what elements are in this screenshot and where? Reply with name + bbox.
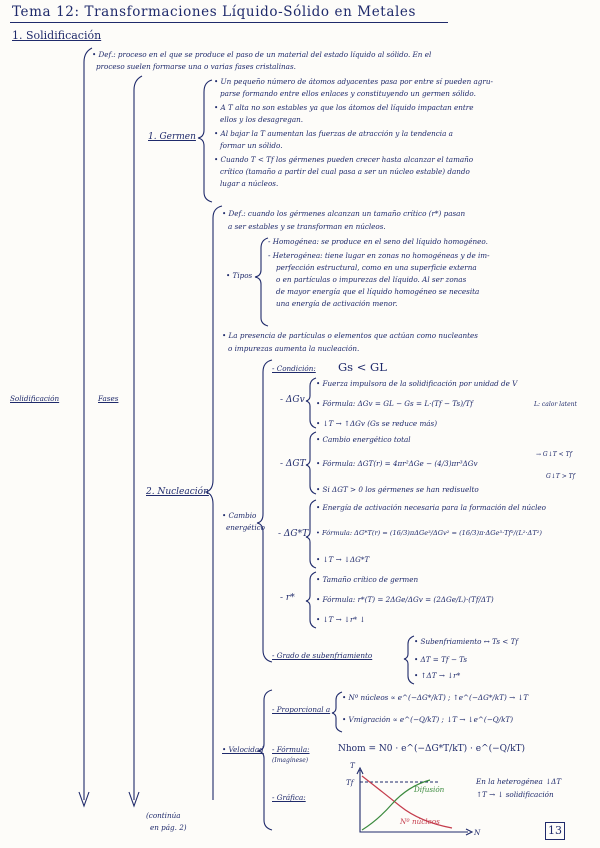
continue-note: (continúa	[146, 811, 181, 820]
cambio-label: energético	[226, 523, 265, 532]
rstar-item: • Fórmula: r*(T) = 2ΔGe/ΔGv = (2ΔGe/L)·(Tf/ΔT)	[316, 595, 494, 604]
germen-item: • Un pequeño número de átomos adyacentes pasa por entre sí pueden agru-	[214, 77, 493, 86]
formula-sublabel: (Imagínese)	[272, 757, 309, 764]
germen-item: • Cuando T < Tf los gérmenes pueden crecer hasta alcanzar el tamaño	[214, 155, 474, 164]
formula-label: - Fórmula:	[272, 745, 310, 754]
germen-item: crítico (tamaño a partir del cual pasa a ser un núcleo estable) dando	[220, 167, 470, 176]
tipos-item: perfección estructural, como en una superficie externa	[276, 263, 477, 272]
rstar-item: • Tamaño crítico de germen	[316, 575, 419, 584]
tipos-item: una energía de activación menor.	[276, 299, 398, 308]
proporcional-item: • Vmigración ∝ e^(−Q/kT) ; ↓T → ↓e^(−Q/kT)	[342, 715, 514, 724]
germen-label: 1. Germen	[148, 132, 196, 142]
dgv-item: • ↓T → ↑ΔGv (Gs se reduce más)	[316, 419, 438, 428]
germen-item: • A T alta no son estables ya que los átomos del líquido impactan entre	[214, 103, 474, 112]
graph-x-label: N	[474, 828, 481, 837]
nucleacion-def: a ser estables y se transforman en núcleos.	[228, 222, 386, 231]
rstar-label: - r*	[280, 593, 295, 603]
grafica-label: - Gráfica:	[272, 793, 306, 802]
rstar-item: • ↓T → ↓r* ↓	[316, 615, 366, 624]
germen-item: lugar a núcleos.	[220, 179, 279, 188]
dgt-label: - ΔGT	[280, 459, 306, 469]
condicion-label: - Condición:	[272, 364, 316, 373]
dgt-side-note: G↓T > Tf	[546, 473, 575, 480]
dgt-star-item: • Energía de activación necesaria para la formación del núcleo	[316, 503, 546, 512]
page-title: Tema 12: Transformaciones Líquido-Sólido en Metales	[12, 4, 417, 20]
dgt-item: • Fórmula: ΔGT(r) = 4πr²ΔGe − (4/3)πr³ΔGv	[316, 459, 478, 468]
graph-y-label: T	[350, 761, 355, 770]
definition-line-2: proceso suelen formarse una o varias fases cristalinas.	[96, 62, 296, 71]
dgt-item: • Si ΔGT > 0 los gérmenes se han redisuelto	[316, 485, 479, 494]
page-number: 13	[545, 822, 565, 840]
grado-item: • Subenfriamiento ↔ Ts < Tf	[414, 637, 519, 646]
dgv-item: • Fuerza impulsora de la solidificación por unidad de V	[316, 379, 518, 388]
root-label-fases: Fases	[98, 394, 119, 403]
dgv-label: - ΔGv	[280, 395, 305, 405]
presencia-line: • La presencia de partículas o elementos que actúan como nucleantes	[222, 331, 478, 340]
grafica-note: En la heterogénea ↓ΔT	[476, 777, 562, 786]
presencia-line: o impurezas aumenta la nucleación.	[228, 344, 360, 353]
root-label-solidificacion: Solidificación	[10, 394, 60, 403]
dgt-star-item: • ↓T → ↓ΔG*T	[316, 555, 370, 564]
nucleacion-label: 2. Nucleación	[146, 487, 209, 497]
dgv-side-note: L: calor latent	[534, 401, 577, 408]
proporcional-label: - Proporcional a	[272, 705, 331, 714]
definition-line-1: • Def.: proceso en el que se produce el paso de un material del estado líquido al sólido. En el	[92, 50, 432, 59]
germen-item: parse formando entre ellos enlaces y constituyendo un germen sólido.	[220, 89, 476, 98]
tipos-item: de mayor energía que el líquido homogéneo se necesita	[276, 287, 480, 296]
dgt-item: • Cambio energético total	[316, 435, 411, 444]
section-heading: 1. Solidificación	[12, 29, 102, 42]
tipos-label: • Tipos	[226, 271, 253, 280]
dgt-side-note: → G↓T < Tf	[536, 451, 572, 458]
dgv-item: • Fórmula: ΔGv = GL − Gs = L·(Tf − Ts)/Tf	[316, 399, 473, 408]
graph-tf-label: Tf	[346, 778, 354, 787]
grado-label: - Grado de subenfriamiento	[272, 651, 373, 660]
dgt-star-label: - ΔG*T	[278, 529, 309, 539]
graph-curve-difusion: Difusión	[414, 785, 445, 794]
grado-item: • ΔT = Tf − Ts	[414, 655, 468, 664]
tipos-item: o en partículas o impurezas del líquido. Al ser zonas	[276, 275, 467, 284]
germen-item: • Al bajar la T aumentan las fuerzas de atracción y la tendencia a	[214, 129, 453, 138]
dgt-star-item: • Fórmula: ΔG*T(r) = (16/3)πΔGe³/ΔGv² = (16/3)π·ΔGe³·Tf²/(L²·ΔT²)	[316, 529, 542, 537]
germen-item: formar un sólido.	[220, 141, 283, 150]
condicion-formula: Gs < GL	[338, 360, 387, 374]
germen-item: ellos y los desagregan.	[220, 115, 304, 124]
velocidad-label: • Velocidad	[222, 745, 264, 754]
grado-item: • ↑ΔT → ↓r*	[414, 671, 461, 680]
nucleacion-def: • Def.: cuando los gérmenes alcanzan un tamaño crítico (r*) pasan	[222, 209, 466, 218]
proporcional-item: • Nº núcleos ∝ e^(−ΔG*/kT) ; ↑e^(−ΔG*/kT) → ↓T	[342, 693, 529, 702]
cambio-label: • Cambio	[222, 511, 257, 520]
tipos-item: - Homogénea: se produce en el seno del líquido homogéneo.	[268, 237, 488, 246]
graph-curve-nucleos: Nº núcleos	[400, 817, 440, 826]
grafica-note: ↑T → ↓ solidificación	[476, 790, 554, 799]
formula-expression: Nhom = N0 · e^(−ΔG*T/kT) · e^(−Q/kT)	[338, 744, 526, 754]
continue-note: en pág. 2)	[150, 823, 187, 832]
tipos-item: - Heterogénea: tiene lugar en zonas no homogéneas y de im-	[268, 251, 490, 260]
